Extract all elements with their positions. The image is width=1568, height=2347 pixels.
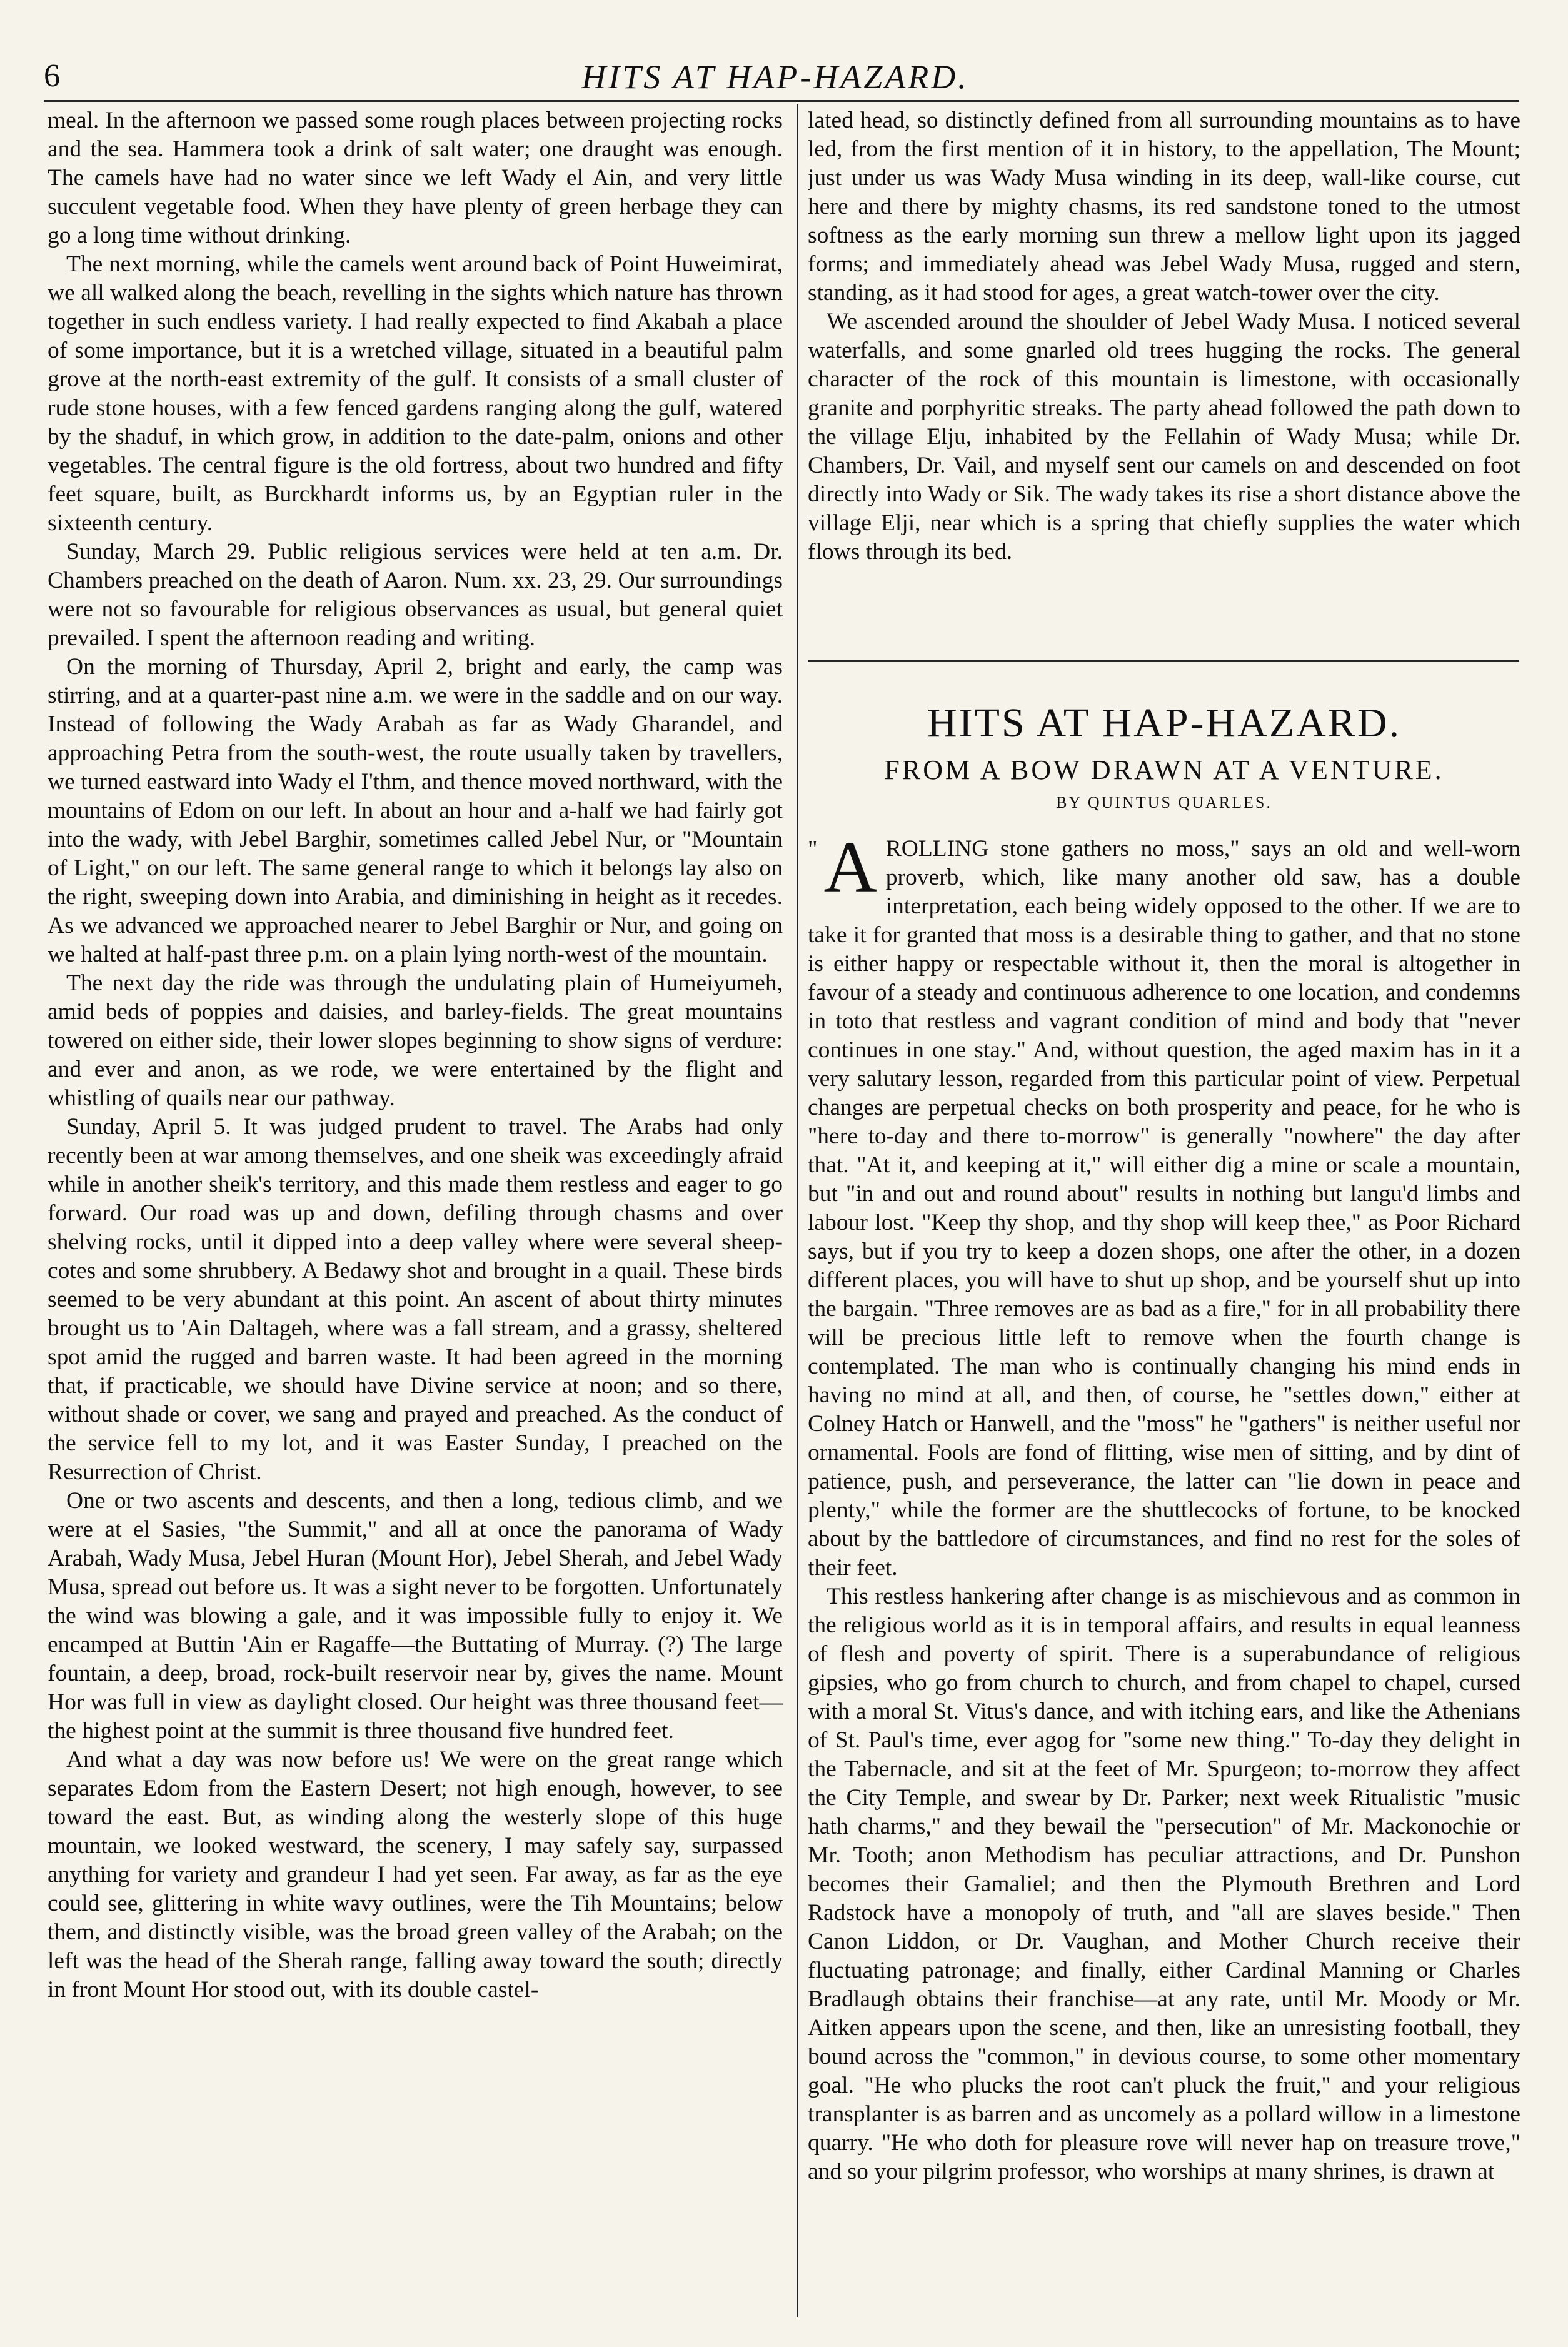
drop-cap: A bbox=[823, 826, 877, 908]
paragraph: This restless hankering after change is as mischievous and as common in the religious world as it is in temporal affairs, and results in equal leanness of flesh and poverty of spirit. There is a superabundance of religious gipsies, who go from church to church, and from chapel to chapel, cursed with a moral St. Vitus's dance, and with itching ears, and like the Athenians of St. Paul's time, ever agog for "some new thing." To-day they delight in the Tabernacle, and sit at the feet of Mr. Spurgeon; to-morrow they affect the City Temple, and swear by Dr. Parker; next week Ritualistic "music hath charms," and they bewail the "persecution" of Mr. Mackonochie or Mr. Tooth; anon Methodism has peculiar attractions, and Dr. Punshon becomes their Gamaliel; and then the Plymouth Brethren and Lord Radstock have a monopoly of truth, and "all are slaves beside." Then Canon Liddon, or Dr. Vaughan, and Mother Church receive their fluctuating patronage; and finally, either Cardinal Manning or Charles Bradlaugh obtains their franchise—at any rate, until Mr. Moody or Mr. Aitken appears upon the scene, and then, like an unresisting football, they bound across the "common," in devious course, to some other momentary goal. "He who plucks the root can't pluck the fruit," and your religious transplanter is as barren and as uncomely as a pollard willow in a limestone quarry. "He who doth for pleasure rove will never hap on treasure trove," and so your pilgrim professor, who worships at many shrines, is drawn at bbox=[808, 1584, 1520, 2184]
article-divider bbox=[808, 660, 1519, 662]
article-first-paragraph bbox=[808, 826, 1520, 1582]
running-title: HITS AT HAP-HAZARD. bbox=[581, 58, 969, 96]
right-column bbox=[808, 106, 1520, 2319]
page-header bbox=[44, 58, 1507, 101]
paragraph: One or two ascents and descents, and then a long, tedious climb, and we were at el Sasies, "the Summit," and all at once the panorama of Wady Arabah, Wady Musa, Jebel Huran (Mount Hor), Jebel Sherah, and Jebel Wady Musa, spread out before us. It was a sight never to be forgotten. Unfortunately the wind was blowing a gale, and it was impossible fully to enjoy it. We encamped at Buttin 'Ain er Ragaffe—the Buttating of Murray. (?) The large fountain, a deep, broad, rock-built reservoir near by, gives the name. Mount Hor was full in view as daylight closed. Our height was three thousand feet—the highest point at the summit is three thousand five hundred feet. bbox=[48, 1488, 783, 1744]
paragraph: Sunday, April 5. It was judged prudent to travel. The Arabs had only recently been at war among themselves, and one sheik was exceedingly afraid while in another sheik's territory, and this made them restless and eager to go forward. Our road was up and down, defiling through chasms and over shelving rocks, until it dipped into a deep valley where were several sheep-cotes and some shrubbery. A Bedawy shot and brought in a quail. These birds seemed to be very abundant at this point. An ascent of about thirty minutes brought us to 'Ain Daltageh, where was a fall stream, and a grassy, sheltered spot amid the rugged and barren waste. It had been agreed in the morning that, if practicable, we should have Divine service at noon; and so there, without shade or cover, we sang and prayed and preached. As the conduct of the service fell to my lot, and it was Easter Sunday, I preached on the Resurrection of Christ. bbox=[48, 1114, 783, 1485]
header-rule bbox=[44, 100, 1519, 102]
article-title: HITS AT HAP-HAZARD. bbox=[927, 700, 1401, 746]
paragraph: The next day the ride was through the undulating plain of Humeiyumeh, amid beds of poppies and daisies, and barley-fields. The great mountains towered on either side, their lower slopes beginning to show signs of verdure: and ever and anon, as we rode, we were entertained by the flight and whistling of quails near our pathway. bbox=[48, 970, 783, 1111]
left-column bbox=[48, 106, 783, 2319]
article-subtitle: FROM A BOW DRAWN AT A VENTURE. bbox=[884, 755, 1444, 785]
paragraph: meal. In the afternoon we passed some rough places between projecting rocks and the sea. Hammera took a drink of salt water; one draught was enough. The camels have had no water since we left Wady el Ain, and very little succulent vegetable food. When they have plenty of green herbage they can go a long time without drinking. bbox=[48, 108, 783, 248]
first-paragraph-text: ROLLING stone gathers no moss," says an old and well-worn proverb, which, like many another old saw, has a double interpretation, each being widely opposed to the other. If we are to take it for granted that moss is a desirable thing to gather, and that no stone is either happy or respectable without it, then the moral is altogether in favour of a steady and continuous adherence to one location, and condemns in toto that restless and vagrant condition of mind and body that "never continues in one stay." And, without question, the aged maxim has in it a very salutary lesson, regarded from this particular point of view. Perpetual changes are perpetual checks on both prosperity and peace, for he who is "here to-day and there to-morrow" is generally "nowhere" the day after that. "At it, and keeping at it," will either dig a mine or scale a mountain, but "in and out and round about" results in nothing but langu'd limbs and labour lost. "Keep thy shop, and thy shop will keep thee," as Poor Richard says, but if you try to keep a dozen shops, one after the other, in a dozen different places, you will have to shut up shop, and be yourself shut up into the bargain. "Three removes are as bad as a fire," for in all probability there will be precious little left to remove when the fourth change is contemplated. The man who is continually changing his mind ends in having no mind at all, and then, of course, he "settles down," either at Colney Hatch or Hanwell, and the "moss" he "gathers" is neither useful nor ornamental. Fools are fond of flitting, wise men of sitting, and by dint of patience, push, and perseverance, the latter can "lie down in peace and plenty," while the former are the shuttlecocks of fortune, to be knocked about by the battledore of circumstances, and find no rest for the soles of their feet. bbox=[808, 836, 1520, 1581]
page-number: 6 bbox=[44, 58, 60, 94]
paragraph: We ascended around the shoulder of Jebel Wady Musa. I noticed several waterfalls, and some gnarled old trees hugging the rocks. The general character of the rock of this mountain is limestone, with occasionally granite and porphyritic streaks. The party ahead followed the path down to the village Elju, inhabited by the Fellahin of Wady Musa; while Dr. Chambers, Dr. Vail, and myself sent our camels on and descended on foot directly into Wady or Sik. The wady takes its rise a short distance above the village Elji, near which is a spring that chiefly supplies the water which flows through its bed. bbox=[808, 309, 1520, 565]
paragraph: Sunday, March 29. Public religious services were held at ten a.m. Dr. Chambers preached on the death of Aaron. Num. xx. 23, 29. Our surroundings were not so favourable for religious observances as usual, but general quiet prevailed. I spent the afternoon reading and writing. bbox=[48, 539, 783, 651]
paragraph: And what a day was now before us! We were on the great range which separates Edom from the Eastern Desert; not high enough, however, to see toward the east. But, as winding along the westerly slope of this huge mountain, we looked westward, the scenery, I may safely say, surpassed anything for variety and grandeur I had yet seen. Far away, as far as the eye could see, glittering in white wavy outlines, were the Tih Mountains; below them, and distinctly visible, was the broad green valley of the Arabah; on the left was the head of the Sherah range, falling away toward the south; directly in front Mount Hor stood out, with its double castel- bbox=[48, 1747, 783, 2003]
paragraph: On the morning of Thursday, April 2, bright and early, the camp was stirring, and at a quarter-past nine a.m. we were in the saddle and on our way. Instead of following the Wady Arabah as far as Wady Gharandel, and approaching Petra from the south-west, the route usually taken by travellers, we turned eastward into Wady el I'thm, and thence moved northward, with the mountains of Edom on our left. In about an hour and a-half we had fairly got into the wady, with Jebel Barghir, sometimes called Jebel Nur, or "Mountain of Light," on our left. The same general range to which it belongs lay also on the right, sweeping down into Arabia, and diminishing in height as it recedes. As we advanced we approached nearer to Jebel Barghir or Nur, and going on we halted at half-past three p.m. on a plain lying north-west of the mountain. bbox=[48, 654, 783, 967]
article-byline: BY QUINTUS QUARLES. bbox=[1056, 793, 1272, 812]
open-quote: " bbox=[808, 836, 818, 862]
paragraph: The next morning, while the camels went around back of Point Huweimirat, we all walked along the beach, revelling in the sights which nature has thrown together in such endless variety. I had really expected to find Akabah a place of some importance, but it is a wretched village, situated in a beautiful palm grove at the north-east extremity of the gulf. It consists of a small cluster of rude stone houses, with a few fenced gardens ranging along the gulf, watered by the shaduf, in which grow, in addition to the date-palm, onions and other vegetables. The central figure is the old fortress, about two hundred and fifty feet square, built, as Burckhardt informs us, by an Egyptian ruler in the sixteenth century. bbox=[48, 251, 783, 536]
column-rule bbox=[797, 104, 798, 2317]
paragraph: lated head, so distinctly defined from all surrounding mountains as to have led, from the first mention of it in history, to the appellation, The Mount; just under us was Wady Musa winding in its deep, wall-like course, cut here and there by mighty chasms, its red sandstone toned to the utmost softness as the early morning sun threw a mellow light upon its jagged forms; and immediately ahead was Jebel Wady Musa, rugged and stern, standing, as it had stood for ages, a great watch-tower over the city. bbox=[808, 108, 1520, 306]
